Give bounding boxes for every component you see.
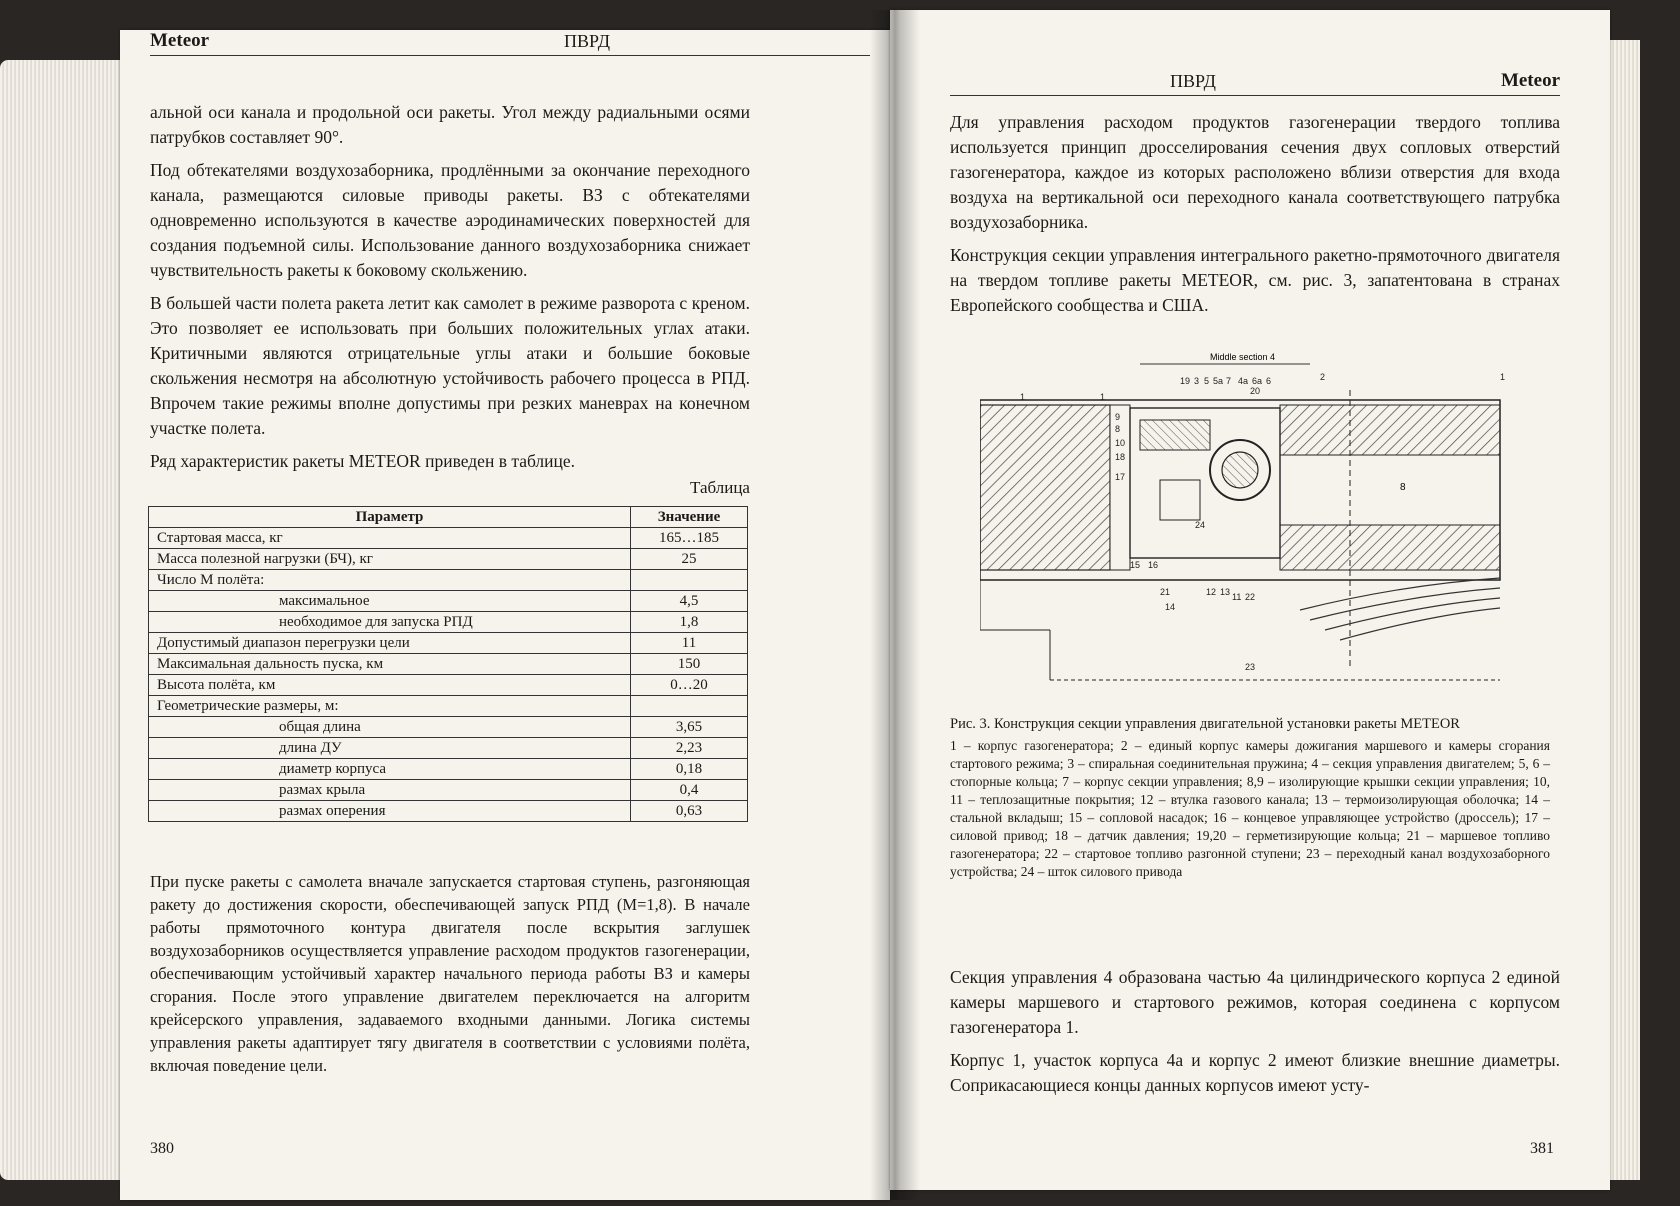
right-header-title: ПВРД — [1170, 71, 1216, 91]
table-cell-param: диаметр корпуса — [149, 759, 631, 780]
table-row — [149, 780, 748, 801]
svg-text:20: 20 — [1250, 386, 1261, 396]
right-paragraph: Корпус 1, участок корпуса 4а и корпус 2 имеют близкие внешние диаметры. Соприкасающиеся концы данных корпусов имеют усту- — [950, 1050, 1560, 1095]
table-cell-value: 165…185 — [631, 528, 748, 549]
table-cell-param: размах оперения — [149, 801, 631, 822]
table-caption: Таблица — [690, 478, 750, 497]
table-header-value: Значение — [631, 507, 748, 528]
figure-caption-body: 1 – корпус газогенератора; 2 – единый корпус камеры дожигания маршевого и камеры сгорания стартового режима; 3 – спиральная соединительная пружина; 4 – секция управления двигателем; 5, 6 – стопорные кольца; 7 – корпус секции управления; 8,9 – изолирующие крышки секции управления; 10, 11 – теплозащитные покрытия; 12 – втулка газового канала; 13 – термоизолирующая оболочка; 14 – стальной вкладыш; 15 – сопловой насадок; 16 – концевое управляющее устройство (дроссель); 17 – силовой привод; 18 – датчик давления; 19,20 – герметизирующие кольца; 21 – маршевое топливо газогенератора; 22 – стартовое топливо разгонной ступени; 23 – переходный канал воздухозаборного устройства; 24 – шток силового привода — [950, 738, 1550, 879]
svg-text:24: 24 — [1195, 520, 1206, 530]
svg-text:1: 1 — [1100, 392, 1106, 402]
engine-section-figure — [980, 350, 1550, 700]
left-paragraph: В большей части полета ракета летит как самолет в режиме разворота с креном. Это позволяет ее использовать при больших положительных углах атаки. Критичными являются отрицательные углы атаки и большие боковые скольжения несмотря на абсолютную устойчивость рабочего процесса в РПД. Впрочем такие режимы вполне допустимы при резких маневрах на конечном участке полета. — [150, 293, 750, 438]
svg-text:12: 12 — [1206, 587, 1217, 597]
table-cell-param: общая длина — [149, 717, 631, 738]
table-cell-value: 4,5 — [631, 591, 748, 612]
left-brand: Meteor — [150, 30, 210, 51]
svg-text:21: 21 — [1160, 587, 1171, 597]
table-row — [149, 801, 748, 822]
svg-text:9: 9 — [1115, 412, 1121, 422]
table-row — [149, 591, 748, 612]
table-cell-param: Стартовая масса, кг — [149, 528, 631, 549]
svg-text:6a: 6a — [1252, 376, 1263, 386]
left-paragraph: Ряд характеристик ракеты METEOR приведен в таблице. — [150, 451, 576, 471]
callout-8: 8 — [1400, 482, 1406, 493]
engine-section-drawing — [980, 350, 1550, 700]
figure-top-label: Middle section 4 — [1210, 352, 1276, 362]
svg-text:3: 3 — [1194, 376, 1200, 386]
svg-text:17: 17 — [1115, 472, 1126, 482]
left-paragraph: альной оси канала и продольной оси ракеты. Угол между радиальными осями патрубков составляет 90°. — [150, 102, 750, 147]
left-page-number: 380 — [150, 1140, 174, 1157]
svg-text:19: 19 — [1180, 376, 1191, 386]
left-paragraph: Под обтекателями воздухозаборника, продлёнными за окончание переходного канала, размещаются силовые приводы ракеты. ВЗ с обтекателями одновременно используются в качестве аэродинамических поверхностей для создания подъемной силы. Использование данного воздухозаборника снижает чувствительность ракеты к боковому скольжению. — [150, 160, 750, 280]
table-cell-value: 150 — [631, 654, 748, 675]
table-cell-param: Геометрические размеры, м: — [149, 696, 631, 717]
svg-text:14: 14 — [1165, 602, 1176, 612]
table-row — [149, 675, 748, 696]
figure-caption-title: Рис. 3. Конструкция секции управления двигательной установки ракеты METEOR — [950, 716, 1460, 732]
table-cell-value: 0…20 — [631, 675, 748, 696]
right-body-text-after-figure — [950, 965, 1560, 1106]
svg-text:11: 11 — [1232, 592, 1242, 602]
table-cell-value — [631, 696, 748, 717]
svg-text:8: 8 — [1115, 424, 1121, 434]
table-cell-param: максимальное — [149, 591, 631, 612]
left-paragraph: При пуске ракеты с самолета вначале запускается стартовая ступень, разгоняющая ракету до достижения скорости, обеспечивающей запуск РПД (М=1,8). В начале работы прямоточного контура двигателя после вскрытия заглушек воздухозаборников осуществляется управление расходом продуктов газогенерации, обеспечивающим устойчивый характер начального периода работы ВЗ и камеры сгорания. После этого управление двигателем переключается на алгоритм крейсерского управления, задаваемого входными данными. Логика системы управления ракеты адаптирует тягу двигателя в соответствии с условиями полёта, включая поведение цели. — [150, 872, 750, 1075]
left-running-head — [150, 30, 870, 56]
table-cell-value: 11 — [631, 633, 748, 654]
table-cell-param: необходимое для запуска РПД — [149, 612, 631, 633]
right-paragraph: Конструкция секции управления интегрального ракетно-прямоточного двигателя на твердом топливе ракеты METEOR, см. рис. 3, запатентована в странах Европейского сообщества и США. — [950, 245, 1560, 315]
table-row — [149, 738, 748, 759]
svg-text:5: 5 — [1204, 376, 1210, 386]
right-paragraph: Для управления расходом продуктов газогенерации твердого топлива используется принцип дросселирования сечения двух сопловых отверстий газогенератора, каждое из которых расположено вблизи отверстия для входа воздуха на вертикальной оси переходного канала соответствующего патрубка воздухозаборника. — [950, 112, 1560, 232]
right-page-number: 381 — [1530, 1140, 1554, 1157]
table-row — [149, 612, 748, 633]
figure-callouts-top — [1020, 372, 1505, 402]
table-row — [149, 633, 748, 654]
svg-text:5a: 5a — [1213, 376, 1224, 386]
svg-text:1: 1 — [1500, 372, 1506, 382]
table-header-row — [149, 507, 748, 528]
table-cell-value: 3,65 — [631, 717, 748, 738]
table-cell-param: Масса полезной нагрузки (БЧ), кг — [149, 549, 631, 570]
table-cell-value: 25 — [631, 549, 748, 570]
table-row — [149, 549, 748, 570]
left-body-text — [150, 100, 750, 482]
svg-text:1: 1 — [1020, 392, 1026, 402]
table-row — [149, 717, 748, 738]
table-row — [149, 759, 748, 780]
svg-text:18: 18 — [1115, 452, 1126, 462]
table-cell-value: 0,4 — [631, 780, 748, 801]
table-cell-value: 0,63 — [631, 801, 748, 822]
wing-curves — [1300, 578, 1500, 640]
right-body-text — [950, 110, 1560, 326]
svg-text:13: 13 — [1220, 587, 1231, 597]
right-brand: Meteor — [1500, 70, 1560, 91]
table-cell-param: Максимальная дальность пуска, км — [149, 654, 631, 675]
table-cell-param: Допустимый диапазон перегрузки цели — [149, 633, 631, 654]
table-cell-value: 2,23 — [631, 738, 748, 759]
svg-text:2: 2 — [1320, 372, 1326, 382]
right-page-content — [890, 10, 1610, 1190]
right-running-head — [950, 70, 1560, 96]
left-body-text-after-table — [150, 870, 750, 1085]
table-cell-value: 0,18 — [631, 759, 748, 780]
svg-text:16: 16 — [1148, 560, 1159, 570]
table-row — [149, 528, 748, 549]
table-cell-param: размах крыла — [149, 780, 631, 801]
right-paragraph: Секция управления 4 образована частью 4а цилиндрического корпуса 2 единой камеры маршевого и стартового режимов, которая соединена с корпусом газогенератора 1. — [950, 967, 1560, 1037]
book-page-edges-left — [0, 60, 120, 1180]
table-cell-param: длина ДУ — [149, 738, 631, 759]
svg-text:23: 23 — [1245, 662, 1256, 672]
svg-text:22: 22 — [1245, 592, 1256, 602]
table-cell-param: Число М полёта: — [149, 570, 631, 591]
table-row — [149, 696, 748, 717]
svg-text:10: 10 — [1115, 438, 1126, 448]
table-cell-value — [631, 570, 748, 591]
table-row — [149, 570, 748, 591]
svg-text:7: 7 — [1226, 376, 1232, 386]
table-cell-param: Высота полёта, км — [149, 675, 631, 696]
table-row — [149, 654, 748, 675]
svg-text:4a: 4a — [1238, 376, 1249, 386]
svg-text:15: 15 — [1130, 560, 1141, 570]
left-header-title: ПВРД — [564, 31, 610, 51]
parameters-table — [148, 506, 748, 822]
table-header-param: Параметр — [149, 507, 631, 528]
figure-caption — [950, 715, 1550, 881]
svg-text:6: 6 — [1266, 376, 1272, 386]
table-cell-value: 1,8 — [631, 612, 748, 633]
